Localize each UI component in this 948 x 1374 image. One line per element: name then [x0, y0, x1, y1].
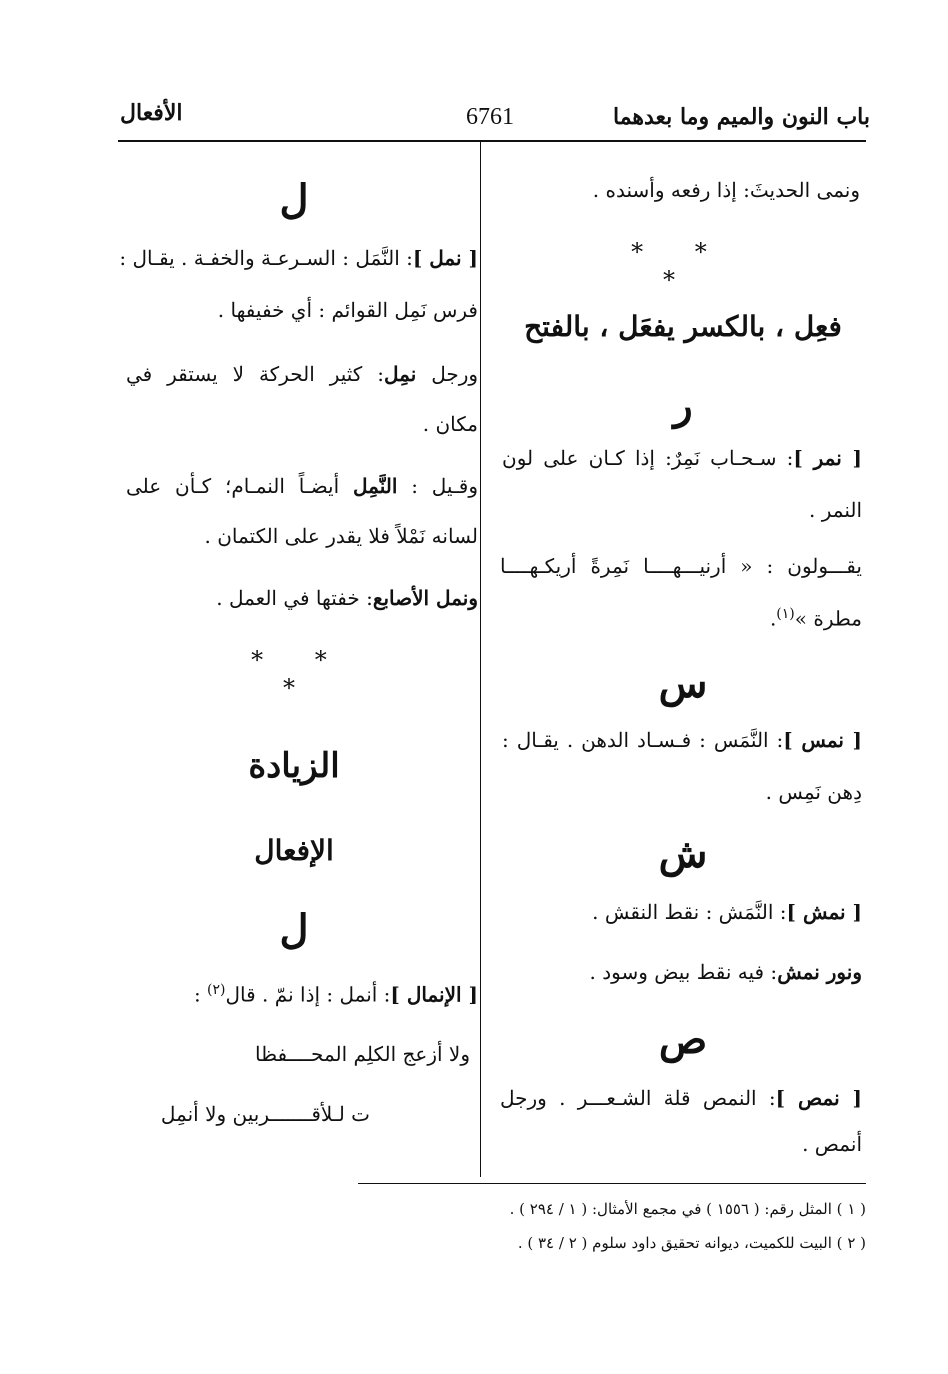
- footnote-ref-1[interactable]: (١): [776, 606, 795, 622]
- entry-qil-naml: وقـيل : النَّمِل أيضـاً النمـام؛ كـأن على: [126, 474, 479, 498]
- header-rule: [118, 140, 866, 142]
- page-number: 6761: [466, 104, 514, 130]
- letter-heading-lam: ل: [279, 176, 309, 223]
- footnote-rule: [358, 1183, 866, 1184]
- entry-qil-naml-cont: لسانه نَمْلاً فلا يقدر على الكتمان .: [204, 524, 478, 548]
- headword-inmal: [ الإنمال ]: [390, 982, 478, 1007]
- headword-nimr: [ نمر ]: [793, 446, 862, 470]
- subsection-title-ifal: الإفعال: [254, 834, 334, 867]
- entry-nams: [ نمس ]: النَّمَس : فـسـاد الدهن . يقـال :: [502, 728, 862, 752]
- entry-rajul-naml: ورجل نمِل: كثير الحركة لا يستقر في: [126, 362, 479, 386]
- section-title-ziyada: الزيادة: [248, 746, 340, 786]
- entry-nour-namsh: ونور نمش: فيه نقط بيض وسود .: [589, 960, 862, 984]
- letter-heading-sin: س: [658, 660, 708, 707]
- proverb-line: يقـــولون : « أرنيـــهــــا نَمِرةً أريكـهــــا: [500, 554, 862, 578]
- section-title: فعِل ، بالكسر يفعَل ، بالفتح: [524, 310, 842, 343]
- letter-heading-shin: ش: [658, 830, 708, 877]
- entry-namsh: [ نمش ]: النَّمَش : نقط النقش .: [592, 900, 862, 924]
- headword-namsh: [ نمش ]: [786, 900, 862, 924]
- section-separator: * * *: [251, 646, 349, 702]
- entry-nimr-cont: النمر .: [809, 498, 862, 522]
- entry-naml: [ نمل ]: النَّمَل : السـرعـة والخفـة . يقـال :: [119, 246, 478, 270]
- proverb-line-end: مطرة »$^{(١)}$.: [769, 606, 862, 631]
- entry-rajul-naml-cont: مكان .: [422, 412, 478, 436]
- entry-nams2-cont: أنمص .: [802, 1132, 862, 1156]
- footnote-ref-2[interactable]: (٢): [207, 982, 226, 998]
- headword-naml-asabi: ونمل الأصابع: [372, 586, 478, 610]
- headword-nams2: [ نمص ]: [775, 1086, 863, 1110]
- entry-naml-asabi: ونمل الأصابع: خفتها في العمل .: [216, 586, 478, 610]
- entry-line: ونمى الحديثَ: إذا رفعه وأسنده .: [592, 178, 860, 202]
- entry-nimr: [ نمر ]: سـحـاب نَمِرٌ: إذا كـان على لون: [502, 446, 862, 470]
- headword-nams: [ نمس ]: [783, 728, 862, 752]
- section-separator: * * *: [631, 238, 729, 294]
- running-header-section: الأفعال: [120, 100, 183, 126]
- letter-heading-sad: ص: [658, 1016, 708, 1063]
- verse-hemistich-2: ت لـلأقـــــــربين ولا أنمِل: [160, 1102, 370, 1126]
- column-divider: [480, 142, 481, 1177]
- verse-hemistich-1: ولا أزعج الكلِم المحــــفظا: [255, 1042, 470, 1066]
- entry-naml-cont: فرس نَمِل القوائم : أي خفيفها .: [217, 298, 478, 322]
- headword-naml: [ نمل ]: [412, 246, 478, 270]
- headword-namil: نمِل: [383, 362, 417, 386]
- footnote-2: ( ٢ ) البيت للكميت، ديوانه تحقيق داود سلوم ( ٢ / ٣٤ ) .: [517, 1234, 866, 1252]
- entry-nams2: [ نمص ]: النمص قلة الشـعـــر . ورجل: [500, 1086, 863, 1110]
- entry-nams-cont: دِهن نَمِس .: [765, 780, 862, 804]
- letter-heading-lam-2: ل: [279, 906, 309, 953]
- letter-heading-ra: ر: [673, 382, 693, 429]
- footnote-1: ( ١ ) المثل رقم: ( ١٥٥٦ ) في مجمع الأمثال: ( ١ / ٢٩٤ ) .: [509, 1200, 866, 1218]
- headword-alnamil: النَّمِل: [352, 474, 398, 498]
- entry-inmal: [ الإنمال ]: أنمل : إذا نمّ . قال$^{(٢)}$ :: [193, 982, 478, 1007]
- headword-nour-namsh: ونور نمش: [777, 960, 862, 984]
- running-header-chapter: باب النون والميم وما بعدهما: [612, 104, 870, 130]
